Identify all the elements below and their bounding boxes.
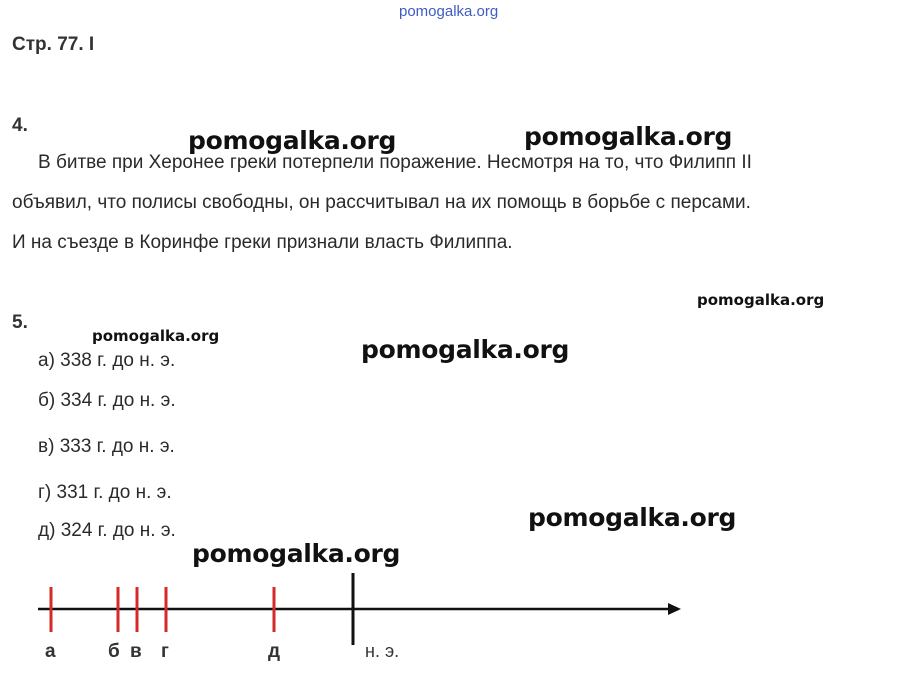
page-heading: Стр. 77. I [12,34,95,55]
tick-label-v: в [130,641,142,662]
answer-d: д) 324 г. до н. э. [38,520,176,541]
watermark: pomogalka.org [524,122,733,151]
watermark: pomogalka.org [188,126,397,155]
task-4-line-1: В битве при Херонее греки потерпели поражение. Несмотря на то, что Филипп II [38,152,752,173]
watermark: pomogalka.org [92,327,220,345]
answer-v: в) 333 г. до н. э. [38,436,175,457]
timeline-arrowhead [668,603,681,615]
site-watermark-top: pomogalka.org [399,3,499,20]
watermark: pomogalka.org [528,503,737,532]
era-label: н. э. [365,641,400,661]
watermark: pomogalka.org [361,335,570,364]
watermark: pomogalka.org [697,291,825,309]
tick-label-g: г [161,641,169,662]
answer-b: б) 334 г. до н. э. [38,390,176,411]
watermark: pomogalka.org [192,539,401,568]
task-4-line-3: И на съезде в Коринфе греки признали власть Филиппа. [12,232,513,253]
answer-a: а) 338 г. до н. э. [38,350,176,371]
answer-g: г) 331 г. до н. э. [38,482,172,503]
task-5-number: 5. [12,312,28,333]
tick-label-a: а [45,641,56,662]
task-4-number: 4. [12,115,28,136]
task-4-line-2: объявил, что полисы свободны, он рассчитывал на их помощь в борьбе с персами. [12,192,751,213]
tick-label-b: б [108,641,120,662]
tick-label-d: д [268,641,281,662]
